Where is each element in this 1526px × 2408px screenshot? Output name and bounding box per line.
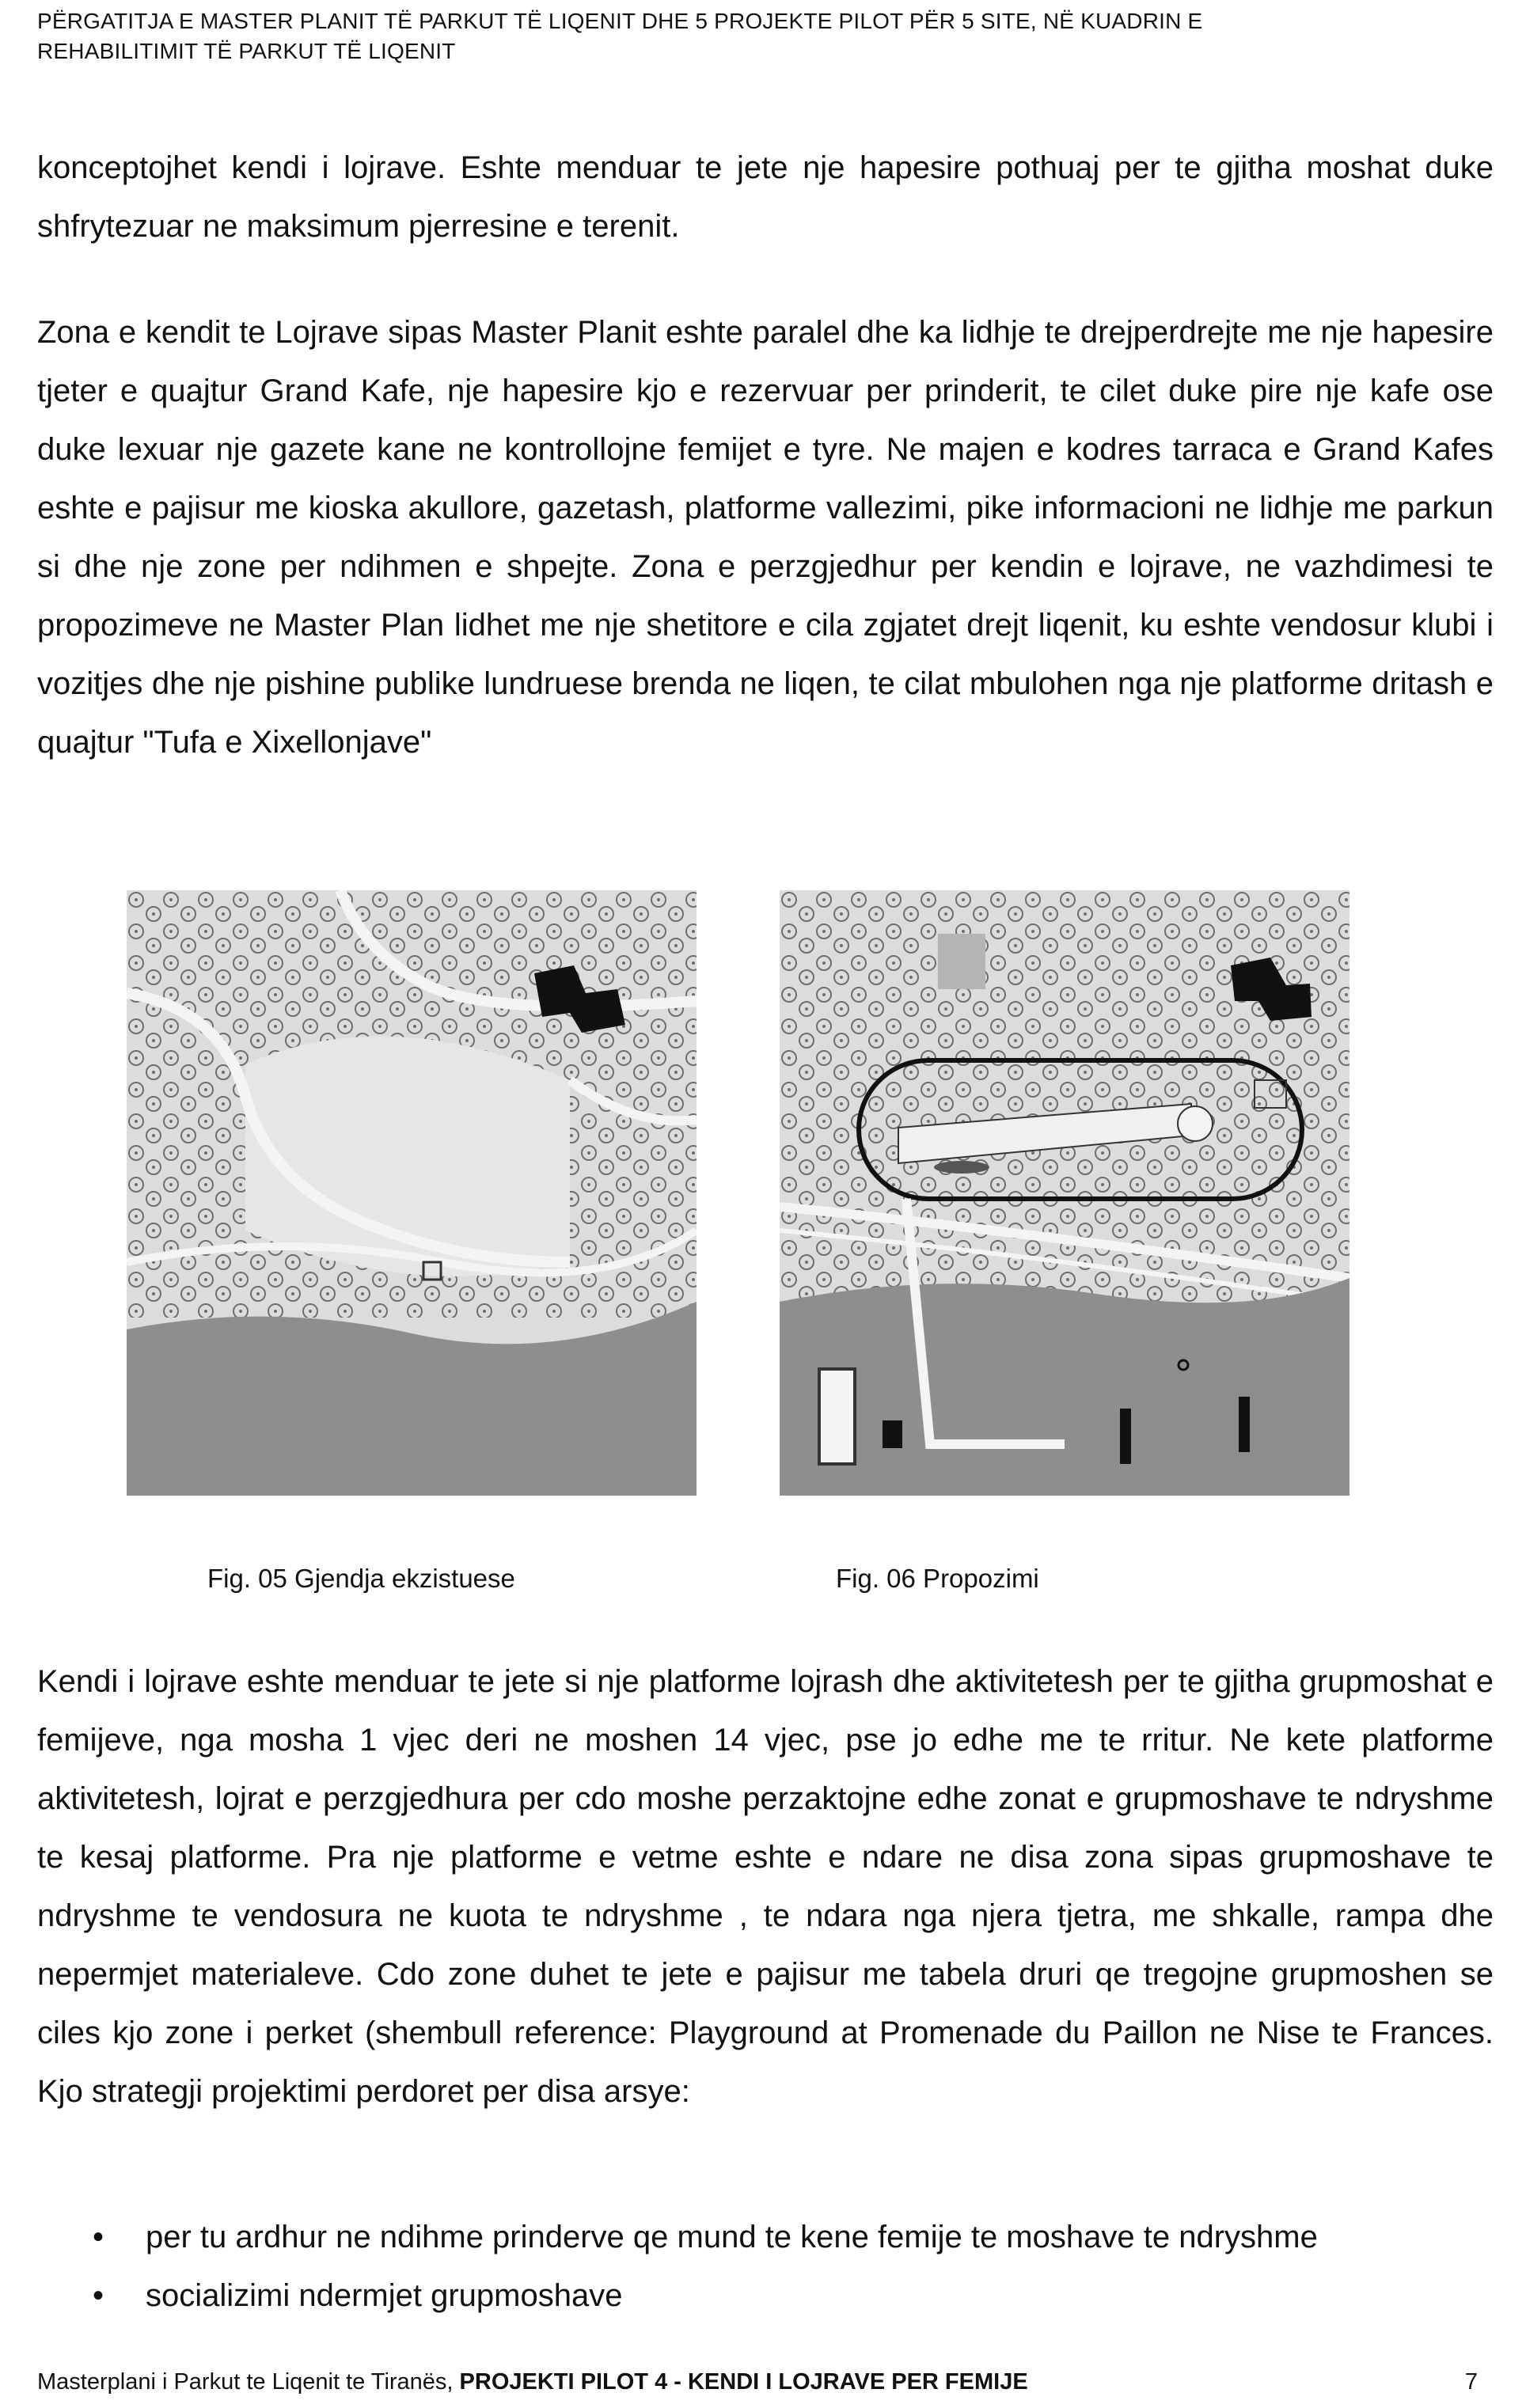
floating-pool (819, 1369, 855, 1464)
paragraph-grand-kafe: Zona e kendit te Lojrave sipas Master Planit eshte paralel dhe ka lidhje te drejperdrejte me nje hapesire tjeter e quajtur Grand Kafe, nje hapesire kjo e rezervuar per prinderit, te cilet duke pire nje kafe ose duke lexuar nje gazete kane ne kontrollojne femijet e tyre. Ne majen e kodres tarraca e Grand Kafes eshte e pajisur me kioska akullore, gazetash, platforme vallezimi, pike informacioni ne lidhje me parkun si dhe nje zone per ndihmen e shpejte. Zona e perzgjedhur per kendin e lojrave, ne vazhdimesi te propozimeve ne Master Plan lidhet me nje shetitore e cila zgjatet drejt liqenit, ku eshte vendosur klubi i vozitjes dhe nje pishine publike lundruese brenda ne liqen, te cilat mbulohen nga nje platforme dritash e quajtur "Tufa e Xixellonjave" (37, 315, 1494, 760)
caption-fig-06: Fig. 06 Propozimi (836, 1564, 1039, 1593)
header-line-2: REHABILITIMIT TË PARKUT TË LIQENIT (37, 39, 456, 63)
figure-proposal (780, 890, 1349, 1496)
reasons-list (37, 2208, 1494, 2325)
caption-fig-05: Fig. 05 Gjendja ekzistuese (207, 1564, 515, 1593)
list-item: • socializimi ndermjet grupmoshave (37, 2266, 1494, 2325)
footer-text: Masterplani i Parkut te Liqenit te Tiranës, (37, 2369, 460, 2395)
running-header (37, 6, 1494, 66)
boat-shape (934, 1161, 989, 1174)
lake-pylon-2 (1239, 1397, 1250, 1452)
existing-building (938, 934, 985, 989)
paragraph-platform: Kendi i lojrave eshte menduar te jete si nje platforme lojrash dhe aktivitetesh per te gjitha grupmoshat e femijeve, nga mosha 1 vjec deri ne moshen 14 vjec, pse jo edhe me te rritur. Ne kete platforme aktivitetesh, lojrat e perzgjedhura per cdo moshe perzaktojne edhe zonat e grupmoshave te ndryshme te kesaj platforme. Pra nje platforme e vetme eshte e ndare ne disa zona sipas grupmoshave te ndryshme te vendosura ne kuota te ndryshme , te ndara nga njera tjetra, me shkalle, rampa dhe nepermjet materialeve. Cdo zone duhet te jete e pajisur me tabela druri qe tregojne grupmoshen se ciles kjo zone i perket (shembull reference: Playground at Promenade du Paillon ne Nise te Frances. Kjo strategji projektimi perdoret per disa arsye: (37, 1664, 1494, 2109)
lake-water (780, 1278, 1349, 1496)
running-footer (37, 2366, 1494, 2398)
boat-club (883, 1420, 902, 1448)
footer-project-title: PROJEKTI PILOT 4 - KENDI I LOJRAVE PER FEMIJE (459, 2369, 1028, 2395)
site-plan-proposal (780, 890, 1349, 1496)
lake-pylon-1 (1120, 1409, 1131, 1464)
figure-existing-state (127, 890, 697, 1496)
round-pavilion (1178, 1106, 1213, 1141)
paragraph-intro: konceptojhet kendi i lojrave. Eshte menduar te jete nje hapesire pothuaj per te gjitha moshat duke shfrytezuar ne maksimum pjerresine e terenit. (37, 150, 1494, 244)
site-plan-existing (127, 890, 697, 1496)
header-line-1: PËRGATITJA E MASTER PLANIT TË PARKUT TË LIQENIT DHE 5 PROJEKTE PILOT PËR 5 SITE, NË KUADRIN E (37, 9, 1203, 33)
list-item: • per tu ardhur ne ndihme prinderve qe mund te kene femije te moshave te ndryshme (37, 2208, 1494, 2266)
page-number: 7 (1464, 2369, 1478, 2395)
